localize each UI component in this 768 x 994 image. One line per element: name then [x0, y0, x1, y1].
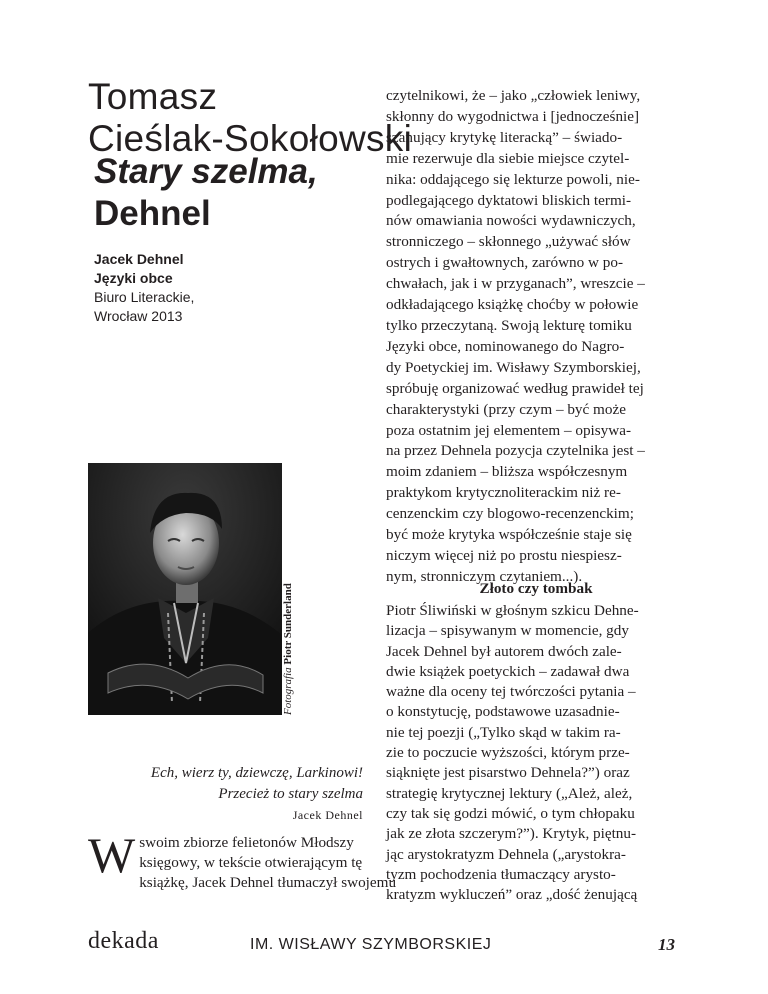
body-line: szanujący krytykę literacką” – świado-	[386, 128, 623, 146]
magazine-logo: dekada	[88, 928, 159, 954]
body-line: praktykom krytycznoliterackim niż re-	[386, 484, 621, 502]
section-heading: Złoto czy tombak	[479, 580, 593, 597]
drop-cap: W	[88, 827, 136, 883]
body-line: czytelnikowi, że – jako „człowiek leniwy,	[386, 87, 641, 104]
body-line: czy tak się godzi mówić, o tym chłopaku	[386, 804, 635, 822]
body-line: jąc arystokratyzm Dehnela („arystokra-	[386, 845, 626, 863]
body-line: Języki obce, nominowanego do Nagro-	[386, 337, 625, 355]
opening-paragraph	[88, 827, 397, 893]
body-line: chwałach, jak i w przyganach”, wreszcie –	[386, 275, 645, 293]
epigraph-line-1: Ech, wierz ty, dziewczę, Larkinowi!	[150, 765, 363, 781]
body-line: lizacja – spisywanym w momencie, gdy	[386, 622, 629, 640]
body-line: nie tej poezji („Tylko skąd w takim ra-	[386, 723, 621, 741]
body-line: nów omawiania nowości wydawniczych,	[386, 212, 636, 230]
article-title	[94, 151, 318, 235]
body-line: charakterystyki (przy czym – być może	[386, 400, 626, 418]
author-last-name: Cieślak-Sokołowski	[88, 118, 413, 159]
body-line: poza ostatnim jej elementem – opisywa-	[386, 421, 632, 439]
body-line: niczym więcej niż po prostu niespiesz-	[386, 546, 622, 564]
body-line: jak ze złota szczerym?”). Krytyk, piętnu-	[386, 825, 637, 843]
paragraph-line: swoim zbiorze felietonów Młodszy	[139, 834, 354, 851]
body-line: skłonny do wygodnictwa i [jednocześnie]	[386, 107, 640, 125]
paragraph-line: książkę, Jacek Dehnel tłumaczył swojemu	[139, 874, 397, 891]
article-author	[88, 76, 412, 160]
body-line: odkładającego książkę choćby w połowie	[386, 296, 639, 314]
book-author: Jacek Dehnel	[94, 251, 184, 267]
book-publisher: Biuro Literackie,	[94, 289, 195, 305]
title-line-1: Stary szelma,	[94, 152, 318, 191]
body-line: na przez Dehnela pozycja czytelnika jest –	[386, 442, 645, 460]
body-line: siąknięte jest pisarstwo Dehnela?”) oraz	[386, 764, 630, 782]
body-line: nym, stronniczym czytaniem...).	[386, 567, 583, 585]
body-line: dy Poetyckiej im. Wisławy Szymborskiej,	[386, 358, 641, 376]
body-line: Piotr Śliwiński w głośnym szkicu Dehne-	[386, 602, 639, 619]
epigraph	[151, 763, 363, 826]
photo-credit-name: Piotr Sunderland	[282, 583, 294, 665]
author-first-name: Tomasz	[88, 76, 218, 117]
body-line: tylko przeczytaną. Swoją lekturę tomiku	[386, 316, 632, 334]
body-line: mie rezerwuje dla siebie miejsce czytel-	[386, 149, 630, 167]
body-line: podlegającego dyktatowi bliskich termi-	[386, 191, 632, 209]
body-line: ostrych i gwałtownych, zarówno w po-	[386, 254, 624, 272]
body-line: moim zdaniem – bliższa współczesnym	[386, 463, 628, 481]
body-line: spróbuję organizować według prawideł tej	[386, 379, 644, 397]
photo-credit	[282, 583, 294, 715]
body-line: stronniczego – skłonnego „używać słów	[386, 233, 631, 251]
body-line: być może krytyka współcześnie staje się	[386, 526, 632, 544]
epigraph-signature: Jacek Dehnel	[292, 808, 363, 822]
title-line-2: Dehnel	[94, 194, 211, 233]
body-line: zie to poczucie wyższości, którym prze-	[386, 744, 630, 762]
body-line: o konstytucję, podstawowe uzasadnie-	[386, 703, 620, 721]
body-line: cenzenckim czy blogowo-recenzenckim;	[386, 505, 634, 523]
body-line: ważne dla oceny tej twórczości pytania –	[386, 683, 636, 701]
page-number: 13	[658, 935, 675, 954]
epigraph-line-2: Przecież to stary szelma	[218, 786, 363, 802]
book-place-year: Wrocław 2013	[94, 308, 183, 324]
paragraph-line: księgowy, w tekście otwierającym tę	[139, 854, 363, 871]
portrait-image	[88, 463, 282, 715]
body-text-column-2	[386, 601, 686, 905]
photo-credit-label: Fotografia	[282, 667, 294, 715]
book-info	[94, 250, 194, 326]
body-line: nika: oddającego się lekturze powoli, nie-	[386, 170, 640, 188]
body-line: kratyzm wykluczeń” oraz „dość żenującą	[386, 886, 638, 904]
body-text-column	[386, 86, 686, 588]
author-photo	[88, 463, 282, 715]
body-line: strategię krytycznej lektury („Ależ, ależ,	[386, 784, 633, 802]
body-line: Jacek Dehnel był autorem dwóch zale-	[386, 642, 622, 660]
body-line: tyzm pochodzenia tłumaczący arysto-	[386, 865, 616, 883]
body-line: dwie książek poetyckich – zadawał dwa	[386, 662, 630, 680]
book-title: Języki obce	[94, 270, 173, 286]
footer-running-title: IM. WISŁAWY SZYMBORSKIEJ	[250, 936, 492, 953]
